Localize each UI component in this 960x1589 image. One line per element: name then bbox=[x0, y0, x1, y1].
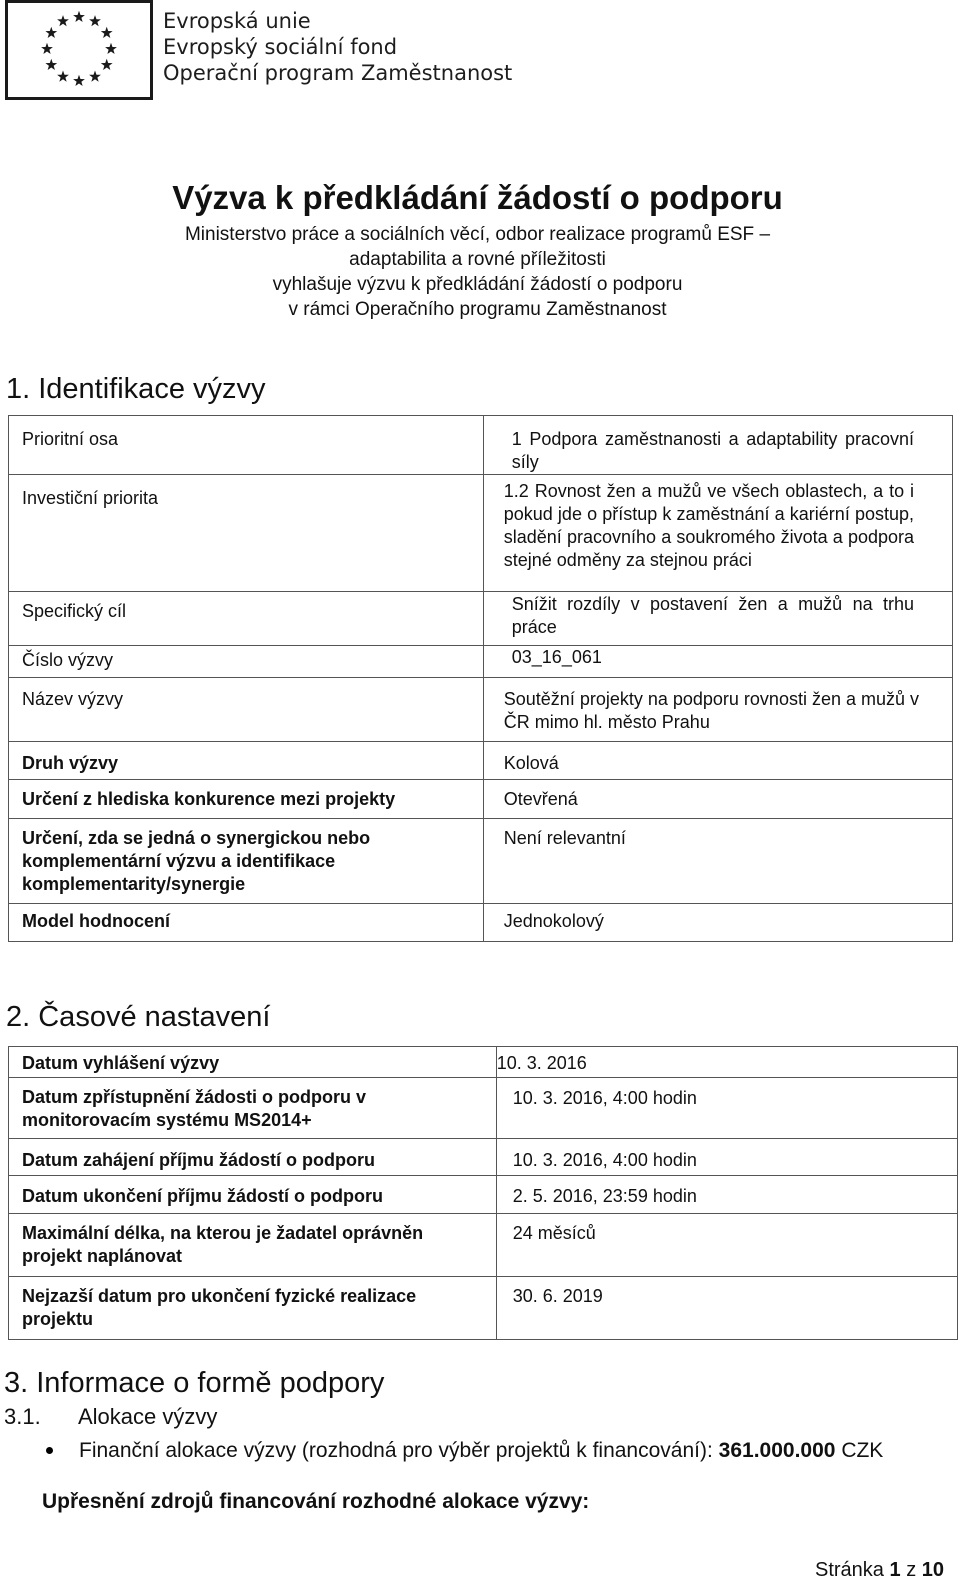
subtitle-line: v rámci Operačního programu Zaměstnanost bbox=[288, 299, 667, 320]
logo-line-1: Evropská unie bbox=[163, 9, 311, 33]
row-label: Specifický cíl bbox=[22, 601, 127, 621]
star-icon bbox=[45, 27, 57, 38]
row-value: 1.2 Rovnost žen a mužů ve všech oblastech, a to i pokud jde o přístup k zaměstnání a kariérní postup, sladění pracovního a soukromého života a podpora stejné odměny za stejnou práci bbox=[503, 481, 914, 570]
subtitle-line: Ministerstvo práce a sociálních věcí, odbor realizace programů ESF – bbox=[184, 224, 771, 245]
star-icon bbox=[105, 43, 117, 54]
row-label: Prioritní osa bbox=[22, 429, 119, 449]
table-row bbox=[9, 678, 953, 742]
row-label: Datum zpřístupnění žádosti o podporu v monitorovacím systému MS2014+ bbox=[22, 1087, 366, 1130]
financing-sources-heading: Upřesnění zdrojů financování rozhodné alokace výzvy: bbox=[42, 1490, 590, 1513]
allocation-description: Finanční alokace výzvy (rozhodná pro výběr projektů k financování): bbox=[79, 1439, 713, 1462]
subtitle-line: vyhlašuje výzvu k předkládání žádostí o podporu bbox=[272, 274, 683, 295]
star-icon bbox=[89, 71, 101, 82]
row-value: 1 Podpora zaměstnanosti a adaptability pracovní síly bbox=[511, 429, 914, 472]
row-value: Soutěžní projekty na podporu rovnosti žen a mužů v ČR mimo hl. město Prahu bbox=[503, 689, 920, 732]
logo-line-3: Operační program Zaměstnanost bbox=[163, 61, 513, 85]
row-label: Investiční priorita bbox=[22, 488, 159, 508]
row-label: Datum ukončení příjmu žádostí o podporu bbox=[22, 1186, 384, 1206]
logo-text bbox=[163, 8, 512, 86]
identification-table bbox=[8, 415, 953, 942]
section1-heading: 1. Identifikace výzvy bbox=[6, 373, 266, 405]
star-icon bbox=[57, 15, 69, 26]
subtitle-line: adaptabilita a rovné příležitosti bbox=[349, 249, 606, 270]
section3-heading: 3. Informace o formě podpory bbox=[4, 1367, 385, 1399]
logo bbox=[5, 0, 513, 105]
row-label: Model hodnocení bbox=[22, 911, 170, 931]
star-icon bbox=[41, 43, 53, 54]
logo-line-2: Evropský sociální fond bbox=[163, 35, 398, 59]
footer-total: 10 bbox=[921, 1559, 944, 1581]
table-row bbox=[9, 780, 953, 819]
table-row bbox=[9, 1176, 958, 1214]
star-icon bbox=[45, 59, 57, 70]
row-value: 10. 3. 2016, 4:00 hodin bbox=[512, 1150, 697, 1170]
star-icon bbox=[73, 75, 85, 86]
row-label: Maximální délka, na kterou je žadatel oprávněn projekt naplánovat bbox=[22, 1223, 424, 1266]
table-row bbox=[9, 416, 953, 475]
row-value: 10. 3. 2016, 4:00 hodin bbox=[512, 1088, 697, 1108]
table-row bbox=[9, 1139, 958, 1176]
star-icon bbox=[73, 11, 85, 22]
footer-middle: z bbox=[906, 1559, 917, 1581]
page-title: Výzva k předkládání žádostí o podporu bbox=[172, 179, 783, 216]
row-label: Číslo výzvy bbox=[22, 650, 114, 670]
star-icon bbox=[89, 15, 101, 26]
row-value: Snížit rozdíly v postavení žen a mužů na trhu práce bbox=[511, 594, 914, 637]
timing-table bbox=[8, 1046, 958, 1340]
row-value: Jednokolový bbox=[503, 911, 604, 931]
page-footer bbox=[815, 1559, 944, 1582]
table-row bbox=[9, 819, 953, 904]
table-row bbox=[9, 1078, 958, 1139]
table-row bbox=[9, 592, 953, 646]
star-icon bbox=[101, 59, 113, 70]
eu-flag-icon bbox=[5, 0, 153, 100]
table-row bbox=[9, 475, 953, 592]
star-icon bbox=[101, 27, 113, 38]
row-label: Druh výzvy bbox=[22, 753, 119, 773]
row-label: Název výzvy bbox=[22, 689, 124, 709]
row-value: Otevřená bbox=[503, 789, 578, 809]
row-value: 24 měsíců bbox=[512, 1223, 596, 1243]
section2-heading: 2. Časové nastavení bbox=[6, 1001, 271, 1033]
bullet-icon bbox=[46, 1447, 53, 1454]
row-label: Určení z hlediska konkurence mezi projekty bbox=[22, 789, 396, 809]
row-value: 10. 3. 2016 bbox=[496, 1053, 587, 1073]
page-subtitle bbox=[0, 222, 955, 322]
table-row bbox=[9, 1277, 958, 1340]
footer-page: 1 bbox=[889, 1559, 901, 1581]
row-value: 2. 5. 2016, 23:59 hodin bbox=[512, 1186, 697, 1206]
row-value: Není relevantní bbox=[503, 828, 626, 848]
row-value: 03_16_061 bbox=[511, 647, 602, 667]
row-label: Datum zahájení příjmu žádostí o podporu bbox=[22, 1150, 376, 1170]
star-icon bbox=[57, 71, 69, 82]
table-row bbox=[9, 646, 953, 678]
footer-prefix: Stránka bbox=[815, 1559, 884, 1581]
subsection-title: Alokace výzvy bbox=[78, 1404, 218, 1429]
row-value: 30. 6. 2019 bbox=[512, 1286, 603, 1306]
table-row bbox=[9, 742, 953, 780]
allocation-currency: CZK bbox=[841, 1439, 884, 1462]
subsection-number: 3.1. bbox=[4, 1404, 41, 1429]
table-row bbox=[9, 1214, 958, 1277]
table-row bbox=[9, 904, 953, 942]
row-label: Datum vyhlášení výzvy bbox=[22, 1053, 220, 1073]
row-label: Určení, zda se jedná o synergickou nebo komplementární výzvu a identifikace komplementarity/synergie bbox=[22, 828, 371, 894]
table-row bbox=[9, 1047, 958, 1078]
row-value: Kolová bbox=[503, 753, 559, 773]
row-label: Nejzazší datum pro ukončení fyzické realizace projektu bbox=[22, 1286, 417, 1329]
bullet-text bbox=[79, 1438, 949, 1463]
allocation-amount: 361.000.000 bbox=[718, 1439, 836, 1462]
